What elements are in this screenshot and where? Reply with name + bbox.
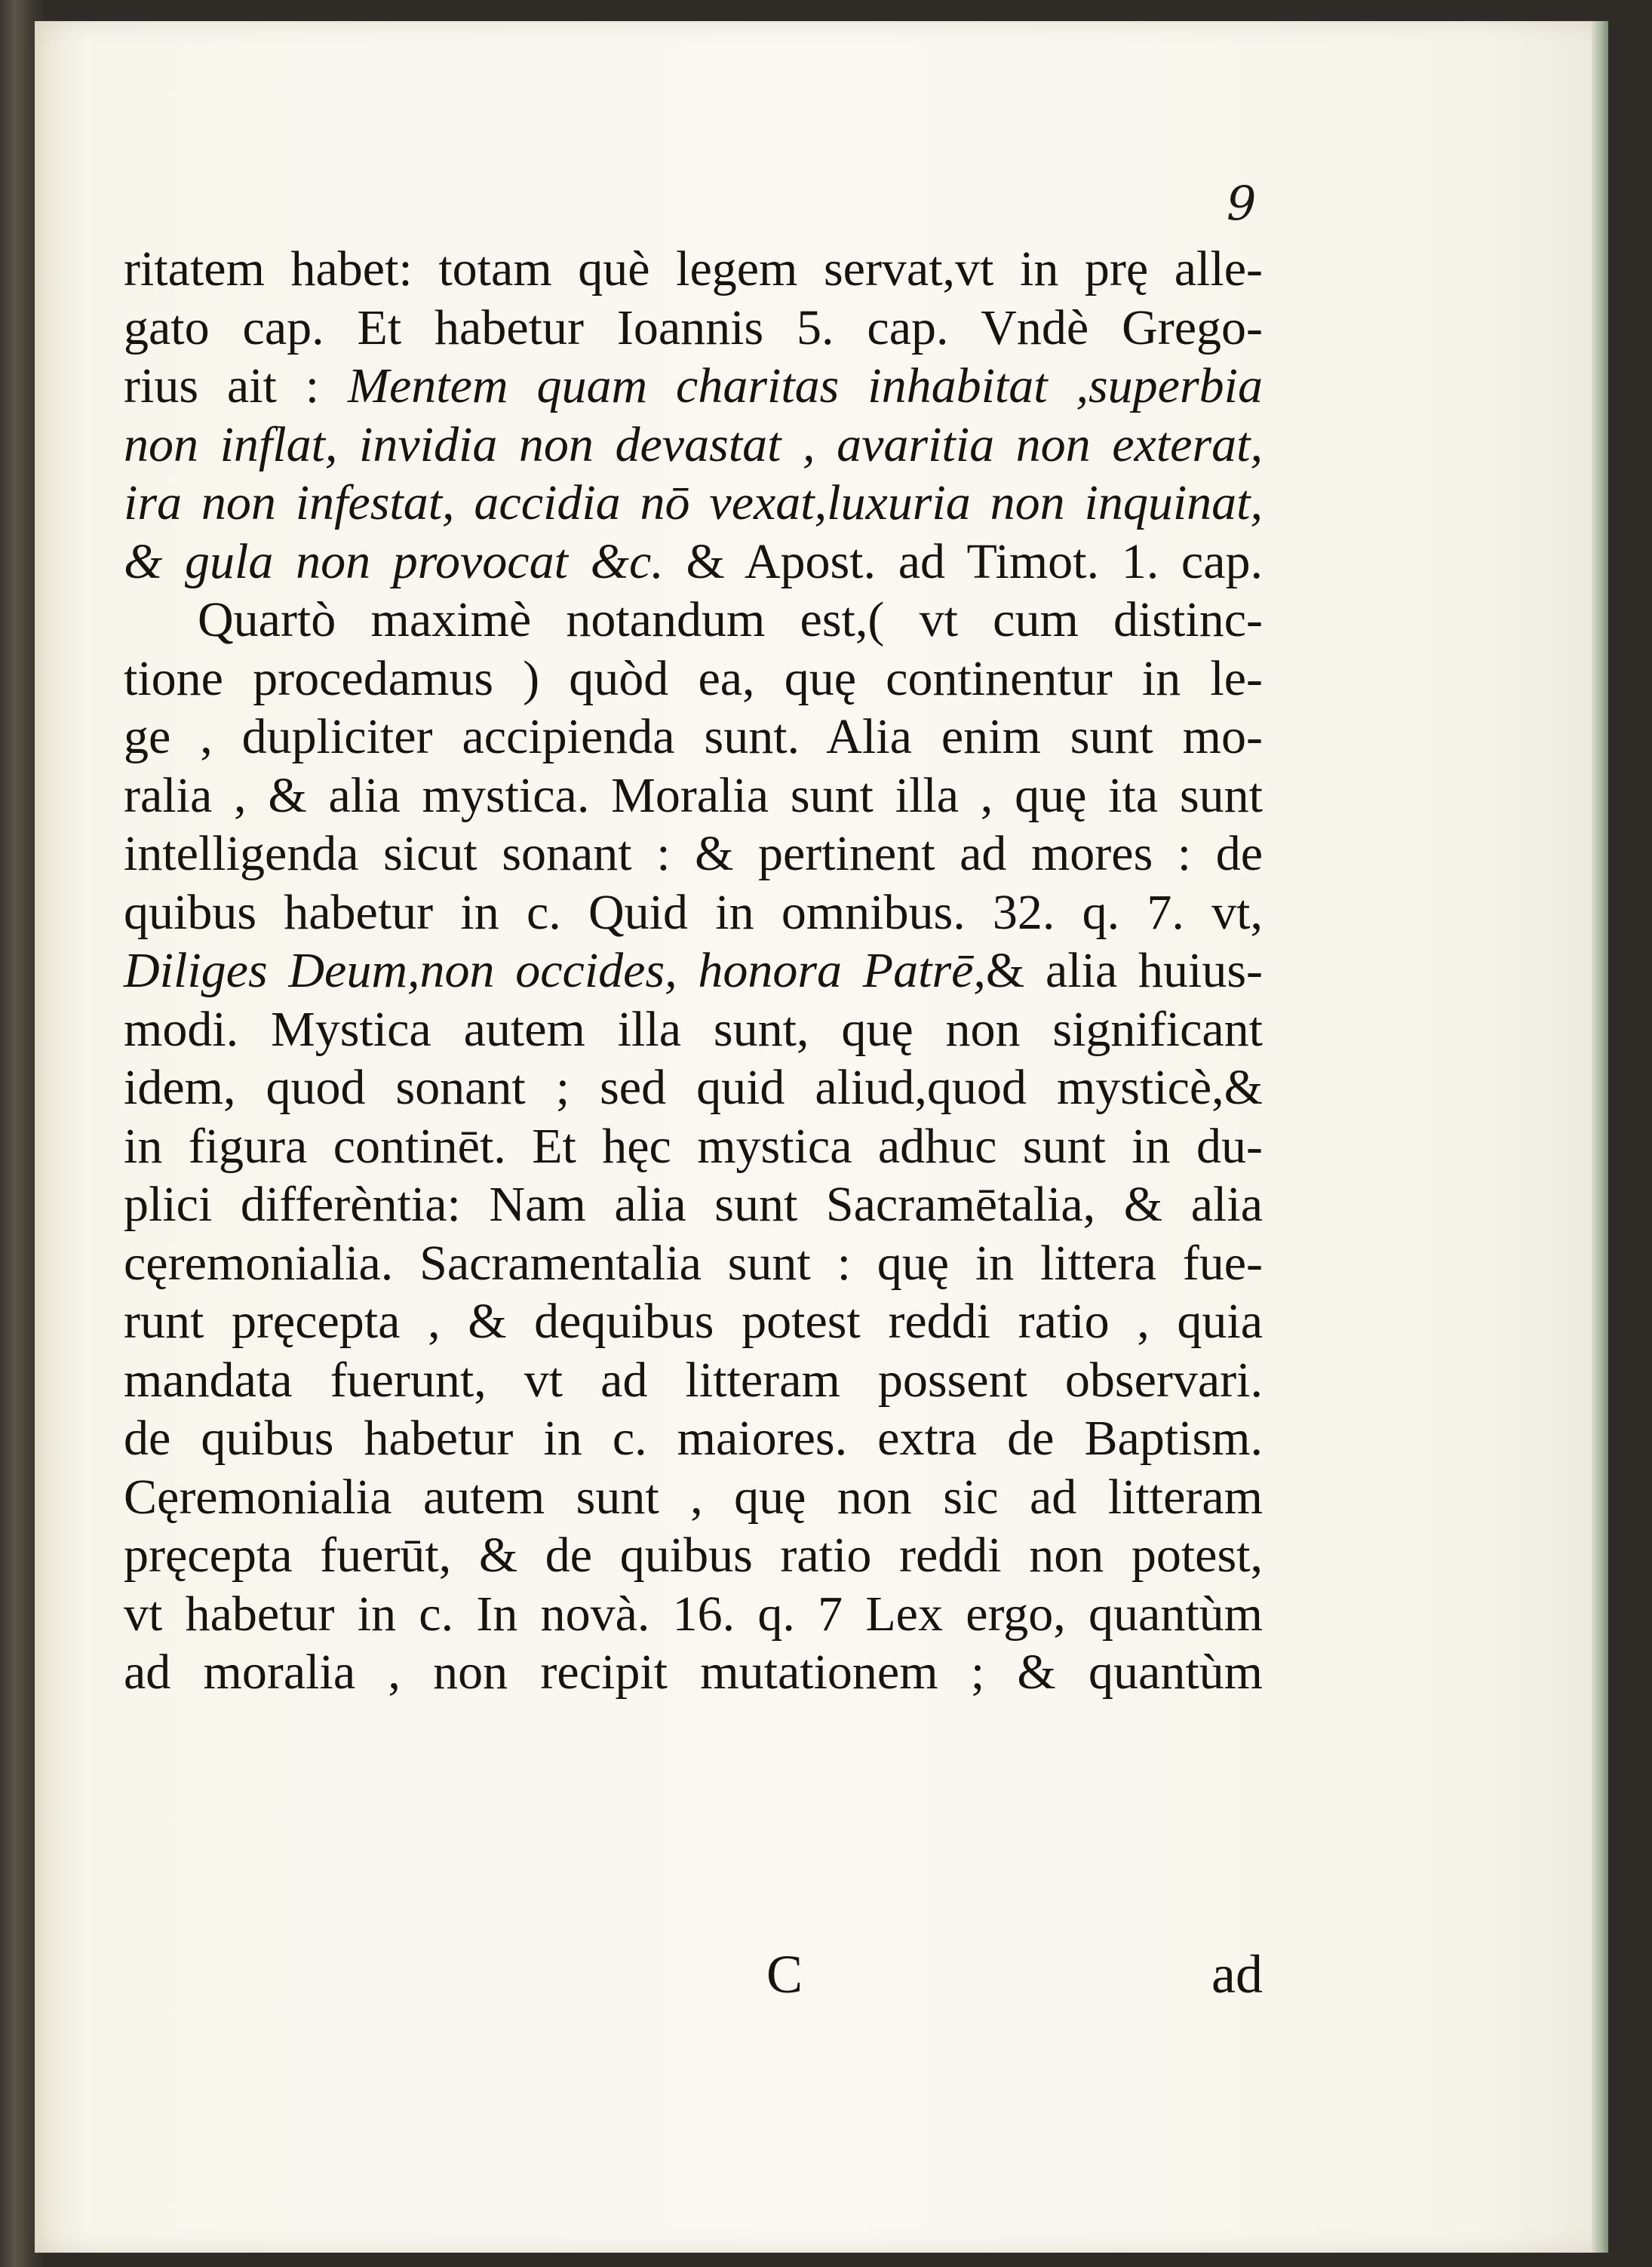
text-segment: ralia , & alia mystica. Moralia sunt illa , quę ita sunt xyxy=(124,767,1263,823)
text-segment: modi. Mystica autem illa sunt, quę non significant xyxy=(124,1001,1263,1057)
text-line xyxy=(124,591,1263,650)
italic-text-segment: Mentem quam charitas inhabitat ,superbia xyxy=(348,358,1263,413)
italic-text-segment: & gula non provocat &c. xyxy=(124,533,664,589)
text-segment: idem, quod sonant ; sed quid aliud,quod mysticè,& xyxy=(124,1060,1263,1115)
text-segment: mandata fuerunt, vt ad litteram possent observari. xyxy=(124,1352,1263,1408)
italic-text-segment: ira non infestat, accidia nō vexat,luxuria non inquinat, xyxy=(124,475,1263,530)
signature-mark: C xyxy=(766,1944,803,2004)
text-line xyxy=(124,299,1263,358)
text-segment: pręcepta fuerūt, & de quibus ratio reddi non potest, xyxy=(124,1528,1263,1583)
text-segment: plici differèntia: Nam alia sunt Sacramētalia, & alia xyxy=(124,1177,1263,1232)
page-edge xyxy=(1592,21,1608,2253)
text-line xyxy=(124,825,1263,883)
text-segment: & Apost. ad Timot. 1. cap. xyxy=(663,533,1263,589)
text-line xyxy=(124,942,1263,1000)
text-line xyxy=(124,708,1263,766)
text-line xyxy=(124,1058,1263,1117)
text-line xyxy=(124,1000,1263,1059)
page-footer xyxy=(124,1943,1263,2011)
text-line xyxy=(124,474,1263,533)
text-segment: Cęremonialia autem sunt , quę non sic ad litteram xyxy=(124,1469,1263,1525)
text-segment: & alia huius- xyxy=(985,943,1263,998)
text-line xyxy=(124,1117,1263,1176)
text-line xyxy=(124,357,1263,416)
text-line xyxy=(124,416,1263,475)
text-segment: gato cap. Et habetur Ioannis 5. cap. Vndè Grego- xyxy=(124,300,1263,355)
book-page xyxy=(35,21,1608,2253)
text-line xyxy=(124,1409,1263,1468)
text-segment: de quibus habetur in c. maiores. extra de Baptism. xyxy=(124,1411,1263,1466)
text-segment: quibus habetur in c. Quid in omnibus. 32. q. 7. vt, xyxy=(124,884,1263,940)
text-line xyxy=(124,1351,1263,1410)
text-segment: intelligenda sicut sonant : & pertinent ad mores : de xyxy=(124,826,1263,881)
text-line xyxy=(124,1175,1263,1234)
text-line xyxy=(124,1292,1263,1351)
body-text xyxy=(124,240,1263,1702)
text-segment: Quartò maximè notandum est,( vt cum distinc- xyxy=(198,592,1263,647)
text-segment: cęremonialia. Sacramentalia sunt : quę in littera fue- xyxy=(124,1235,1263,1291)
text-line xyxy=(124,240,1263,299)
text-line xyxy=(124,650,1263,708)
text-segment: rius ait : xyxy=(124,358,348,413)
text-line xyxy=(124,1234,1263,1293)
folio-number: 9 xyxy=(1227,176,1257,231)
text-segment: runt pręcepta , & dequibus potest reddi ratio , quia xyxy=(124,1294,1263,1349)
text-line xyxy=(124,533,1263,591)
text-segment: ritatem habet: totam què legem servat,vt in prę alle- xyxy=(124,241,1263,296)
text-line xyxy=(124,1643,1263,1702)
text-line xyxy=(124,766,1263,825)
text-segment: ge , dupliciter accipienda sunt. Alia enim sunt mo- xyxy=(124,709,1263,764)
text-line xyxy=(124,1526,1263,1585)
catchword: ad xyxy=(1211,1944,1263,2004)
italic-text-segment: non inflat, invidia non devastat , avaritia non exterat, xyxy=(124,416,1263,472)
text-segment: tione procedamus ) quòd ea, quę continentur in le- xyxy=(124,650,1263,706)
text-line xyxy=(124,1585,1263,1644)
italic-text-segment: Diliges Deum,non occides, honora Patrē, xyxy=(124,943,986,998)
text-segment: vt habetur in c. In novà. 16. q. 7 Lex ergo, quantùm xyxy=(124,1586,1263,1642)
text-line xyxy=(124,1468,1263,1527)
text-line xyxy=(124,883,1263,942)
text-segment: ad moralia , non recipit mutationem ; & quantùm xyxy=(124,1645,1263,1700)
text-segment: in figura continēt. Et hęc mystica adhuc sunt in du- xyxy=(124,1118,1263,1174)
